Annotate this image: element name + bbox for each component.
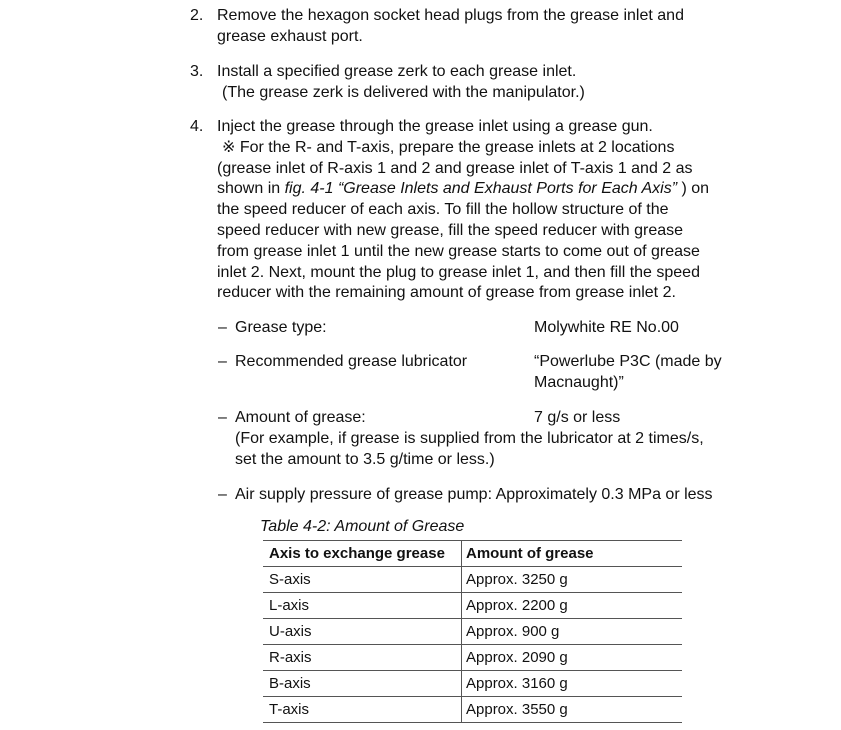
table-row (263, 567, 682, 593)
lubricator-value-line: Macnaught)” (534, 373, 624, 391)
table-header-row (263, 541, 682, 567)
step-number: 2. (190, 7, 204, 24)
amount-note (235, 429, 704, 471)
step-text (217, 117, 817, 304)
table-row (263, 645, 682, 671)
column-header-axis: Axis to exchange grease (263, 541, 462, 567)
axis-cell: S-axis (263, 567, 462, 593)
shown-in-text: shown in (217, 180, 285, 198)
axis-cell: U-axis (263, 619, 462, 645)
bullet-label: Grease type: (235, 319, 327, 336)
amount-cell: Approx. 3250 g (462, 567, 683, 593)
table-row (263, 697, 682, 723)
step-line: inlet 2. Next, mount the plug to grease inlet 1, and then fill the speed (217, 263, 700, 281)
table-row (263, 619, 682, 645)
step-note-line: ※ For the R- and T-axis, prepare the grease inlets at 2 locations (222, 138, 675, 156)
bullet-dash: – (218, 486, 227, 503)
amount-value: 7 g/s or less (534, 409, 621, 426)
step-line: Inject the grease through the grease inlet using a grease gun. (217, 118, 653, 135)
step-line: grease exhaust port. (217, 27, 363, 45)
step-line: (grease inlet of R-axis 1 and 2 and grease inlet of T-axis 1 and 2 as (217, 159, 693, 177)
table-caption: Table 4-2: Amount of Grease (260, 518, 465, 535)
amount-cell: Approx. 2090 g (462, 645, 683, 671)
shown-in-suffix: ) on (677, 180, 710, 198)
amount-cell: Approx. 900 g (462, 619, 683, 645)
bullet-label: Amount of grease: (235, 409, 366, 426)
step-line: from grease inlet 1 until the new grease starts to come out of grease (217, 242, 700, 260)
step-number: 4. (190, 118, 204, 135)
lubricator-value (534, 352, 722, 394)
bullet-label: Recommended grease lubricator (235, 353, 468, 370)
bullet-label: Air supply pressure of grease pump: Approximately 0.3 MPa or less (235, 486, 713, 503)
step-text (217, 6, 817, 48)
grease-type-value: Molywhite RE No.00 (534, 319, 679, 336)
step-line: speed reducer with new grease, fill the speed reducer with grease (217, 221, 684, 239)
bullet-dash: – (218, 319, 227, 336)
column-header-amount: Amount of grease (462, 541, 683, 567)
figure-reference-link[interactable]: fig. 4-1 “Grease Inlets and Exhaust Ports for Each Axis” (284, 180, 678, 198)
table-row (263, 593, 682, 619)
amount-cell: Approx. 2200 g (462, 593, 683, 619)
bullet-dash: – (218, 353, 227, 370)
bullet-dash: – (218, 409, 227, 426)
step-text (217, 62, 817, 104)
axis-cell: T-axis (263, 697, 462, 723)
amount-note-line: set the amount to 3.5 g/time or less.) (235, 450, 495, 468)
lubricator-value-line: “Powerlube P3C (made by (534, 353, 722, 370)
step-line: Install a specified grease zerk to each grease inlet. (217, 63, 577, 80)
grease-amount-table (263, 540, 682, 723)
step-number: 3. (190, 63, 204, 80)
amount-cell: Approx. 3160 g (462, 671, 683, 697)
amount-cell: Approx. 3550 g (462, 697, 683, 723)
axis-cell: B-axis (263, 671, 462, 697)
step-line-with-reference (217, 179, 817, 200)
step-line: Remove the hexagon socket head plugs from the grease inlet and (217, 7, 684, 24)
amount-note-line: (For example, if grease is supplied from the lubricator at 2 times/s, (235, 430, 704, 447)
step-line: (The grease zerk is delivered with the manipulator.) (222, 83, 585, 101)
axis-cell: L-axis (263, 593, 462, 619)
step-line: the speed reducer of each axis. To fill the hollow structure of the (217, 201, 669, 219)
axis-cell: R-axis (263, 645, 462, 671)
step-line: reducer with the remaining amount of grease from grease inlet 2. (217, 284, 676, 302)
table-row (263, 671, 682, 697)
